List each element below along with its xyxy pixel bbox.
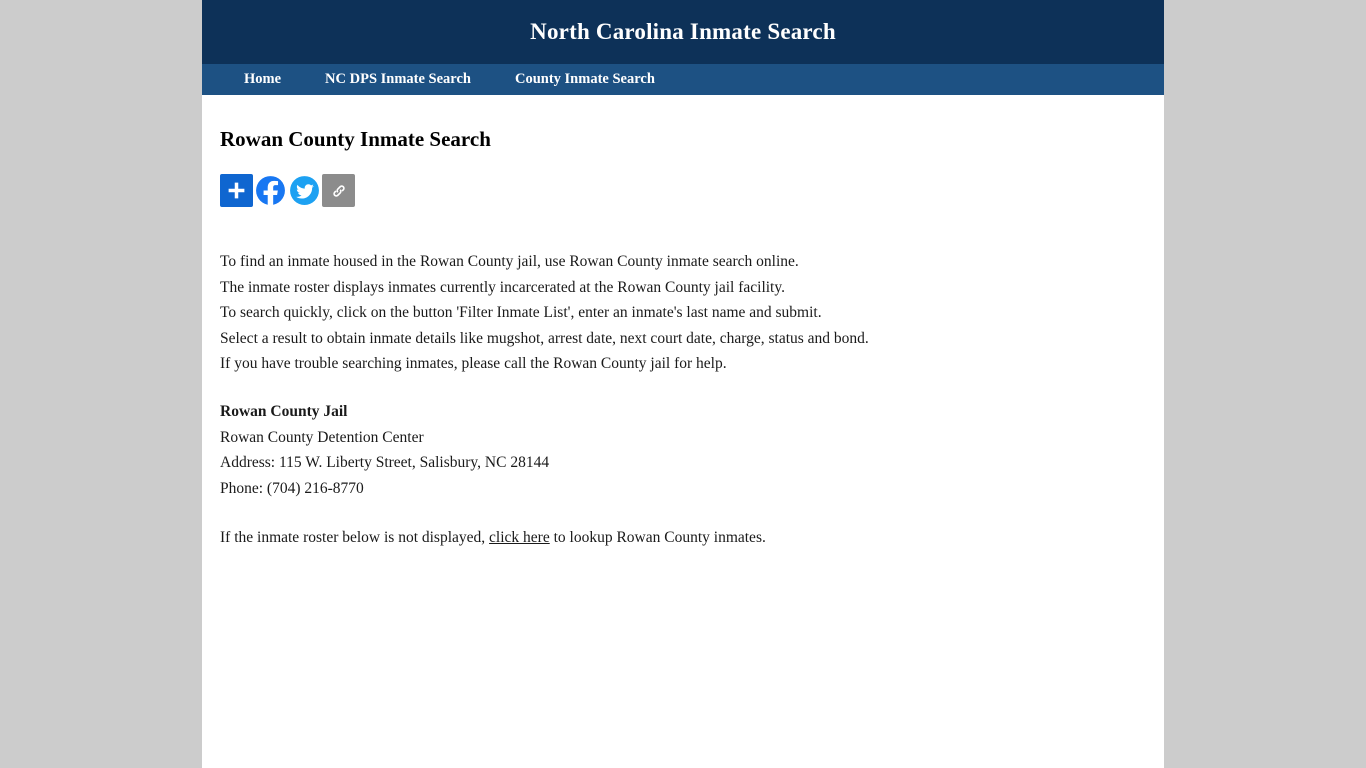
jail-phone: Phone: (704) 216-8770 bbox=[220, 479, 364, 497]
note-text-after: to lookup Rowan County inmates. bbox=[549, 529, 766, 547]
share-buttons bbox=[220, 174, 1146, 207]
copy-link-icon[interactable] bbox=[322, 174, 355, 207]
note-text-before: If the inmate roster below is not displayed, bbox=[220, 529, 490, 547]
main-navigation bbox=[202, 64, 1164, 95]
intro-paragraph bbox=[220, 249, 1146, 377]
page-title: Rowan County Inmate Search bbox=[220, 127, 491, 151]
jail-address: Address: 115 W. Liberty Street, Salisbury, NC 28144 bbox=[220, 454, 550, 472]
nav-item-home[interactable]: Home bbox=[244, 71, 282, 87]
roster-fallback-note bbox=[220, 525, 1146, 551]
intro-line-4: Select a result to obtain inmate details like mugshot, arrest date, next court date, charge, status and bond. bbox=[220, 329, 869, 347]
site-title: North Carolina Inmate Search bbox=[530, 19, 836, 44]
intro-line-1: To find an inmate housed in the Rowan County jail, use Rowan County inmate search online. bbox=[220, 253, 799, 270]
click-here-link[interactable]: click here bbox=[489, 529, 550, 547]
nav-item-county-inmate-search[interactable]: County Inmate Search bbox=[514, 71, 655, 87]
jail-info-block bbox=[220, 399, 1146, 501]
facebook-icon[interactable] bbox=[254, 174, 287, 207]
addthis-plus-icon[interactable] bbox=[220, 174, 253, 207]
site-header bbox=[202, 0, 1164, 64]
main-content bbox=[202, 127, 1164, 551]
twitter-icon[interactable] bbox=[288, 174, 321, 207]
intro-line-5: If you have trouble searching inmates, please call the Rowan County jail for help. bbox=[220, 355, 727, 373]
page-container bbox=[202, 0, 1164, 768]
intro-line-2: The inmate roster displays inmates currently incarcerated at the Rowan County jail facility. bbox=[220, 278, 785, 296]
nav-item-ncdps-inmate-search[interactable]: NC DPS Inmate Search bbox=[325, 71, 471, 87]
jail-name: Rowan County Jail bbox=[220, 402, 348, 420]
jail-facility: Rowan County Detention Center bbox=[220, 428, 424, 446]
intro-line-3: To search quickly, click on the button 'Filter Inmate List', enter an inmate's last name and submit. bbox=[220, 304, 822, 322]
